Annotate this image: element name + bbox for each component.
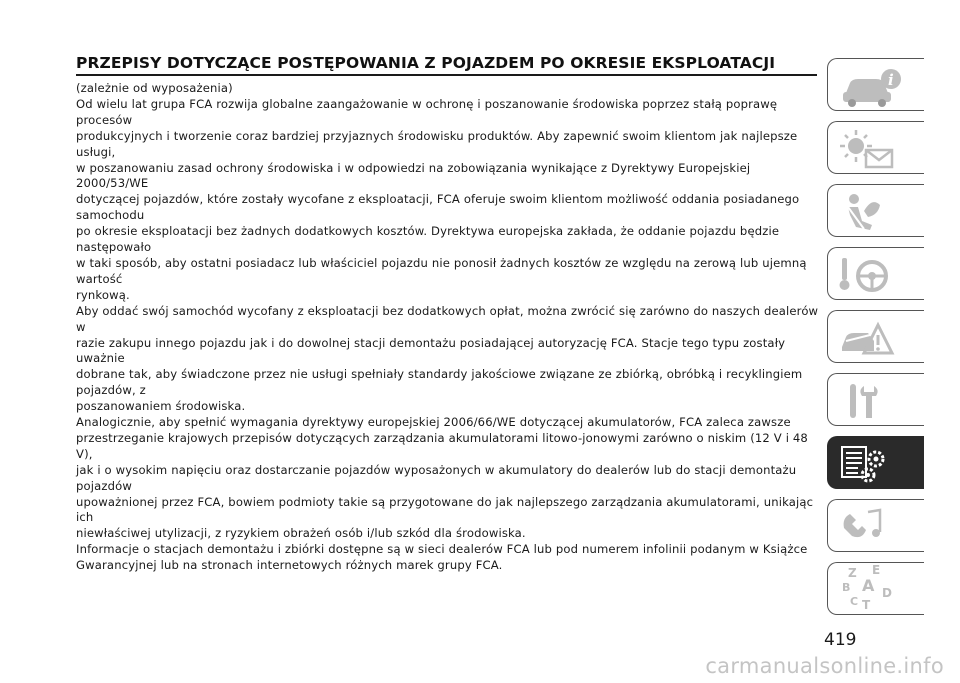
- safety-airbag-icon: [828, 185, 925, 238]
- body-line: (zależnie od wyposażenia): [76, 81, 233, 95]
- technical-data-icon: [828, 437, 925, 490]
- index-letters-icon: [828, 563, 925, 616]
- svg-text:i: i: [888, 71, 894, 89]
- page-title: PRZEPISY DOTYCZĄCE POSTĘPOWANIA Z POJAZDEM PO OKRESIE EKSPLOATACJI: [76, 54, 776, 72]
- body-line: Gwarancyjnej lub na stronach internetowych różnych marek grupy FCA.: [76, 558, 503, 573]
- index-letter: E: [872, 563, 881, 577]
- car-info-icon: [828, 59, 925, 112]
- index-letter: Z: [848, 566, 857, 580]
- maintenance-tools-icon: [828, 374, 925, 427]
- body-line: w taki sposób, aby ostatni posiadacz lub właściciel pojazdu nie ponosił żadnych kosztów ze względu na zerową lub ujemną wartość: [76, 255, 807, 286]
- body-line: rynkową.: [76, 287, 130, 302]
- tab-multimedia[interactable]: [827, 499, 924, 552]
- index-letter: C: [850, 595, 859, 608]
- tab-emergency[interactable]: [827, 310, 924, 363]
- tab-index[interactable]: [827, 562, 924, 615]
- watermark: carmanualsonline.info: [705, 654, 944, 678]
- index-letter: A: [862, 576, 875, 595]
- body-line: dobrane tak, aby świadczone przez nie usługi spełniały standardy jakościowe związane ze zbiórką, obróbką i recyklingiem pojazdów, z: [76, 367, 803, 398]
- steering-wheel-icon: [828, 248, 925, 301]
- body-line: po okresie eksploatacji bez żadnych dodatkowych kosztów. Dyrektywa europejska zakłada, że oddanie pojazdu będzie następowało: [76, 224, 780, 255]
- body-line: produkcyjnych i tworzenie coraz bardziej przyjaznych środowisku produktów. Aby zapewnić swoim klientom jak najlepsze usługi,: [76, 128, 798, 159]
- body-line: Od wielu lat grupa FCA rozwija globalne zaangażowanie w ochronę i poszanowanie środowiska poprzez stałą poprawę procesów: [76, 96, 778, 127]
- body-text: [76, 81, 822, 574]
- body-line: dotyczącej pojazdów, które zostały wycofane z eksploatacji, FCA oferuje swoim klientom możliwość oddania posiadanego samochodu: [76, 192, 800, 223]
- title-divider: [76, 74, 817, 76]
- tab-technical-data[interactable]: [827, 436, 924, 489]
- warning-lights-icon: [828, 122, 925, 175]
- tab-safety[interactable]: [827, 184, 924, 237]
- body-line: poszanowaniem środowiska.: [76, 399, 246, 414]
- multimedia-icon: [828, 500, 925, 553]
- tab-warning-lights[interactable]: [827, 121, 924, 174]
- tab-maintenance[interactable]: [827, 373, 924, 426]
- tab-driving[interactable]: [827, 247, 924, 300]
- index-letter: D: [882, 586, 892, 600]
- page-number: 419: [824, 630, 857, 650]
- body-line: Aby oddać swój samochód wycofany z eksploatacji bez dodatkowych opłat, można zwrócić się zarówno do naszych dealerów w: [76, 303, 819, 334]
- body-line: jak i o wysokim napięciu oraz dostarczanie pojazdów wyposażonych w akumulatory do dealerów lub do stacji demontażu pojazdów: [76, 462, 797, 493]
- body-line: razie zakupu innego pojazdu jak i do dowolnej stacji demontażu posiadającej autoryzację FCA. Stacje tego typu zostały uważnie: [76, 335, 786, 366]
- emergency-warning-icon: [828, 311, 925, 364]
- body-line: Informacje o stacjach demontażu i zbiórki dostępne są w sieci dealerów FCA lub pod numerem infolinii podanym w Książce: [76, 542, 808, 557]
- body-line: przestrzeganie krajowych przepisów dotyczących zarządzania akumulatorami litowo-jonowymi zarówno o niskim (12 V i 48 V),: [76, 430, 808, 461]
- index-letter: B: [842, 581, 851, 594]
- body-line: upoważnionej przez FCA, bowiem podmioty takie są przygotowane do jak najlepszego zarządzania akumulatorami, unikając ich: [76, 494, 814, 525]
- tab-vehicle-info[interactable]: [827, 58, 924, 111]
- body-line: niewłaściwej utylizacji, z ryzykiem obrażeń osób i/lub szkód dla środowiska.: [76, 526, 526, 541]
- body-line: Analogicznie, aby spełnić wymagania dyrektywy europejskiej 2006/66/WE dotyczącej akumulatorów, FCA zaleca zawsze: [76, 415, 791, 430]
- index-letter: T: [862, 598, 871, 612]
- body-line: w poszanowaniu zasad ochrony środowiska i w odpowiedzi na zobowiązania wynikające z Dyrektywy Europejskiej 2000/53/WE: [76, 160, 751, 191]
